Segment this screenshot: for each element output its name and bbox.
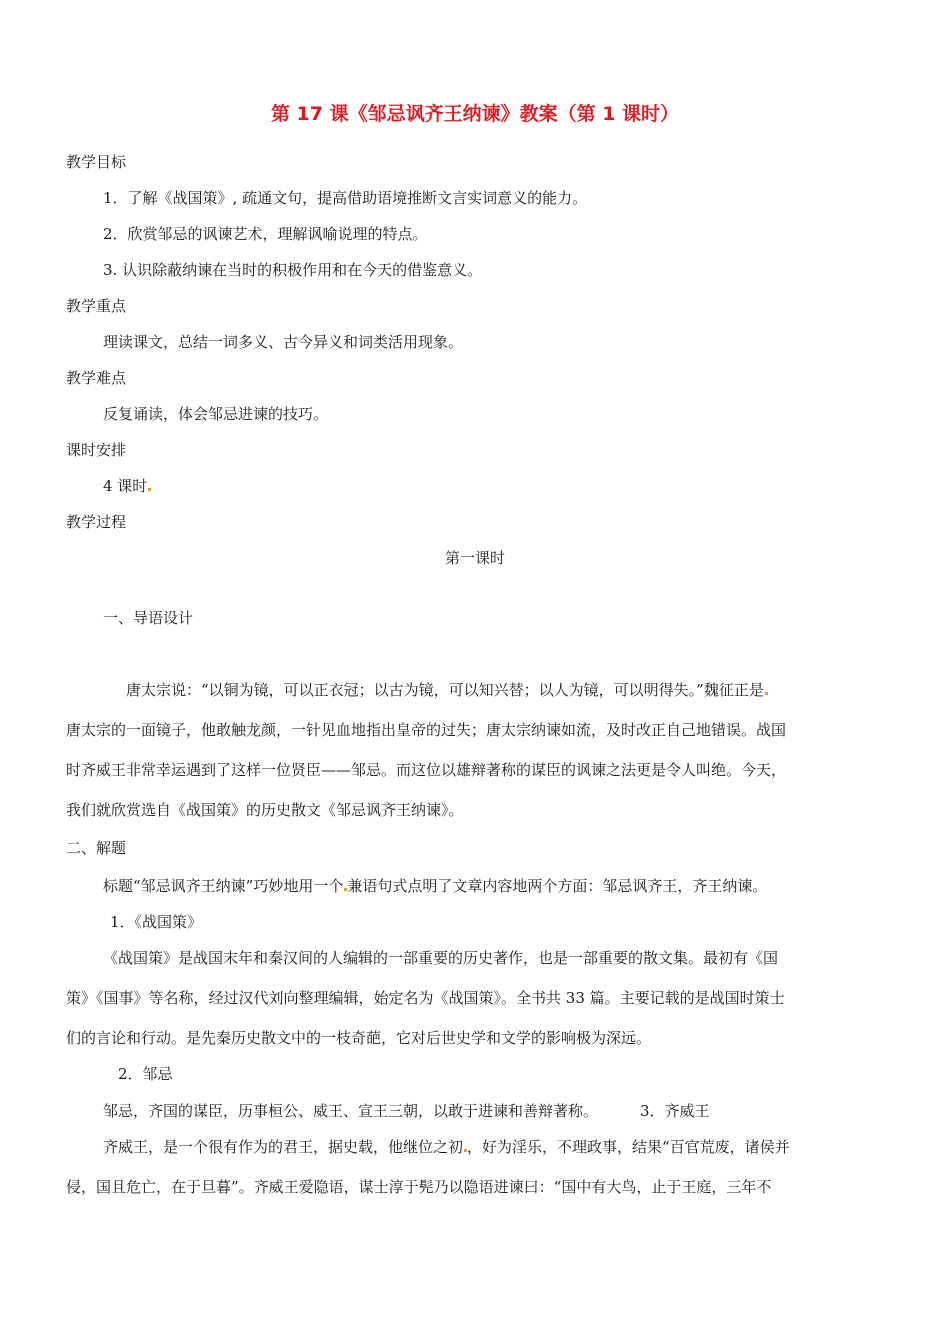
qiweiwang-paragraph-line: [103, 1137, 790, 1157]
schedule-text-row: [103, 476, 151, 496]
zhanguoce-paragraph-line: 策》《国事》等名称，经过汉代刘向整理编辑，始定名为《战国策》。全书共 33 篇。主要记载的是战国时策士: [66, 989, 785, 1007]
intro-text: 唐太宗说：“以铜为镜，可以正衣冠；以古为镜，可以知兴替；以人为镜，可以明得失。”魏征正是: [126, 681, 764, 699]
intro-paragraph-line: 我们就欣赏选自《战国策》的历史散文《邹忌讽齐王纳谏》。: [66, 801, 464, 819]
schedule-text: 4 课时: [103, 477, 148, 495]
objectives-heading: 教学目标: [66, 153, 127, 171]
difficulty-heading: 教学难点: [66, 369, 127, 387]
title-analysis-text: 标题“邹忌讽齐王纳谏”巧妙地用一个: [103, 877, 344, 895]
objective-item: 1．了解《战国策》, 疏通文句，提高借助语境推断文言实词意义的能力。: [103, 189, 588, 207]
list-item-heading: 3．齐威王: [640, 1102, 710, 1120]
title-analysis: [103, 876, 767, 896]
zhanguoce-paragraph-line: 《战国策》是战国末年和秦汉间的人编辑的一部重要的历史著作，也是一部重要的散文集。最初有《国: [103, 949, 779, 967]
process-heading: 教学过程: [66, 513, 127, 531]
section-heading: 一、导语设计: [103, 609, 194, 627]
zouji-paragraph: [103, 1101, 710, 1121]
edit-mark-icon: [148, 488, 151, 491]
zhanguoce-paragraph-line: 们的言论和行动。是先秦历史散文中的一枝奇葩，它对后世史学和文学的影响极为深远。: [66, 1029, 652, 1047]
page-title: 第 17 课《邹忌讽齐王纳谏》教案（第 1 课时）: [270, 103, 680, 125]
objective-item: 2．欣赏邹忌的讽谏艺术，理解讽喻说理的特点。: [103, 225, 428, 243]
title-analysis-text: 兼语句式点明了文章内容地两个方面：邹忌讽齐王，齐王纳谏。: [347, 877, 768, 895]
qiweiwang-paragraph-line: 侵，国且危亡，在于旦暮”。齐威王爱隐语，谋士淳于髡乃以隐语进谏曰：“国中有大鸟，止于王庭，三年不: [66, 1178, 772, 1196]
objective-item: 3. 认识除蔽纳谏在当时的积极作用和在今天的借鉴意义。: [103, 261, 483, 279]
schedule-heading: 课时安排: [66, 441, 127, 459]
zouji-text: 邹忌，齐国的谋臣，历事桓公、威王、宣王三朝，以敢于进谏和善辩著称。: [103, 1102, 599, 1120]
key-points-text: 理读课文，总结一词多义、古今异义和词类活用现象。: [103, 333, 464, 351]
intro-paragraph-line: [126, 680, 768, 700]
qiweiwang-text: ，好为淫乐，不理政事，结果“百官荒废，诸侯并: [467, 1138, 790, 1156]
difficulty-text: 反复诵读，体会邹忌进谏的技巧。: [103, 405, 329, 423]
list-item-heading: 2．邹忌: [118, 1065, 173, 1083]
edit-mark-icon: [765, 692, 768, 695]
intro-paragraph-line: 时齐威王非常幸运遇到了这样一位贤臣——邹忌。而这位以雄辩著称的谋臣的讽谏之法更是令人叫绝。今天，: [66, 761, 787, 779]
section-heading: 二、解题: [66, 839, 127, 857]
lesson-heading: 第一课时: [444, 549, 505, 567]
list-item-heading: 1．《战国策》: [110, 913, 203, 931]
key-points-heading: 教学重点: [66, 297, 127, 315]
intro-paragraph-line: 唐太宗的一面镜子，他敢触龙颜，一针见血地指出皇帝的过失；唐太宗纳谏如流，及时改正自己地错误。战国: [66, 721, 787, 739]
qiweiwang-text: 齐威王，是一个很有作为的君王，据史载，他继位之初: [103, 1138, 464, 1156]
